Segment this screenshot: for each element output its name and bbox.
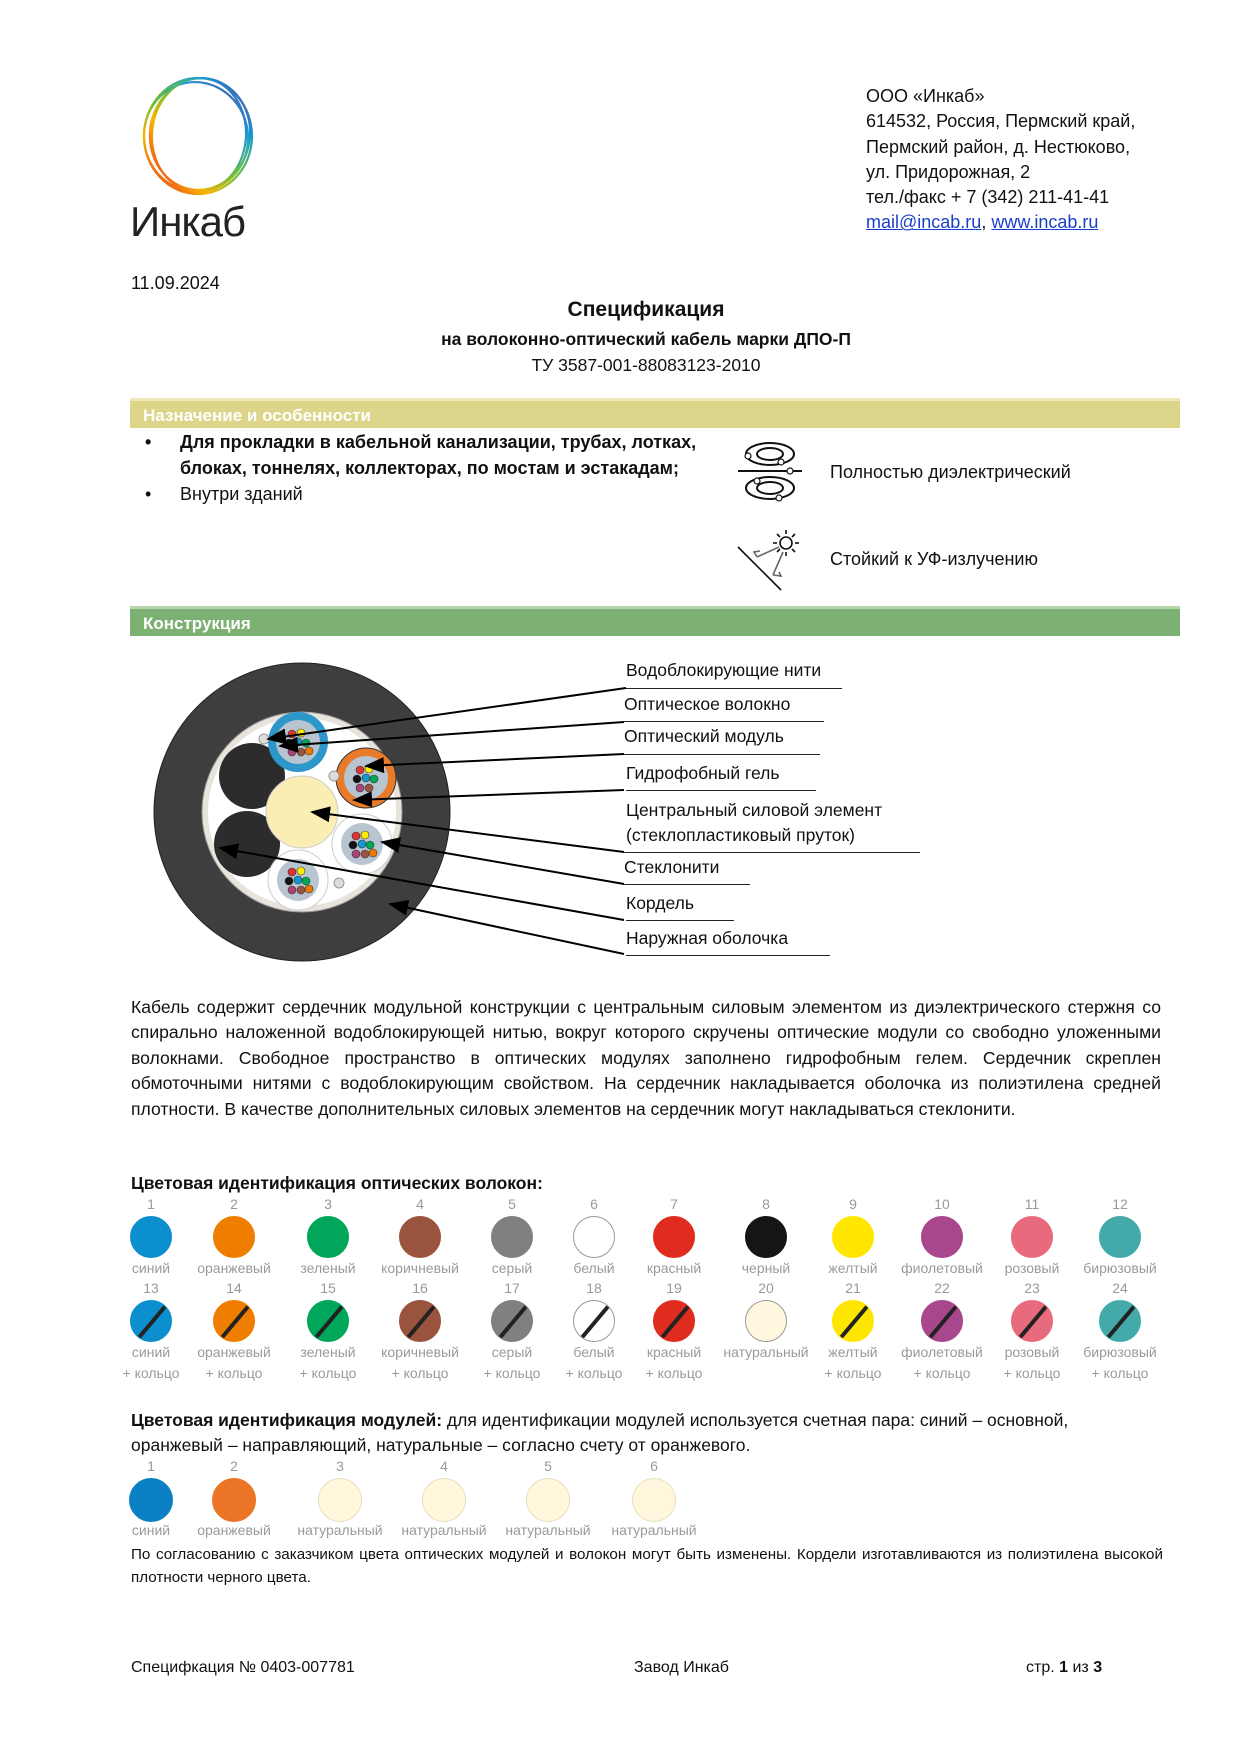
fiber-number: 12 [1112, 1196, 1128, 1212]
fiber-number: 1 [147, 1196, 155, 1212]
ring-mark-icon [134, 1302, 169, 1342]
section-header-purpose: Назначение и особенности [130, 398, 1180, 428]
bullet-glyph: • [145, 432, 152, 452]
fiber-number: 14 [226, 1280, 242, 1296]
fiber-number: 3 [324, 1196, 332, 1212]
fiber-color-swatch [307, 1216, 349, 1258]
page-of: из [1068, 1659, 1094, 1676]
phone: тел./факс + 7 (342) 211-41-41 [866, 187, 1110, 208]
module-number: 1 [147, 1458, 155, 1474]
page-current: 1 [1059, 1659, 1069, 1676]
fiber-color-swatch [213, 1300, 255, 1342]
module-colors-text [131, 1410, 1068, 1431]
fiber-ring-label: + кольцо [205, 1365, 263, 1381]
uv-resistant-icon [735, 527, 805, 592]
module-number: 6 [650, 1458, 658, 1474]
fiber-number: 15 [320, 1280, 336, 1296]
fiber-color-name: серый [491, 1344, 533, 1360]
page-total: 3 [1093, 1659, 1103, 1676]
section-header-construction: Конструкция [130, 606, 1180, 636]
fiber-color-swatch [130, 1216, 172, 1258]
company-name: ООО «Инкаб» [866, 86, 985, 106]
module-color-swatch [422, 1478, 466, 1522]
fiber-number: 11 [1024, 1196, 1040, 1212]
fiber-color-swatch [1011, 1216, 1053, 1258]
module-colors-desc: для идентификации модулей используется счетная пара: синий – основной, [442, 1410, 1069, 1430]
fiber-color-swatch [213, 1216, 255, 1258]
fiber-color-swatch [1099, 1300, 1141, 1342]
label-optical-fiber: Оптическое волокно [624, 694, 791, 714]
fiber-color-name: зеленый [300, 1344, 356, 1360]
fiber-number: 23 [1024, 1280, 1040, 1296]
website-link[interactable]: www.incab.ru [991, 212, 1099, 233]
module-color-name: натуральный [505, 1522, 591, 1538]
fiber-number: 21 [845, 1280, 861, 1296]
fiber-number: 5 [508, 1196, 516, 1212]
page-indicator [1026, 1659, 1102, 1677]
footer-plant: Завод Инкаб [634, 1659, 729, 1676]
fiber-number: 24 [1112, 1280, 1128, 1296]
company-address [866, 84, 1135, 236]
fiber-color-swatch [1099, 1216, 1141, 1258]
fiber-color-swatch [307, 1300, 349, 1342]
fiber-color-name: фиолетовый [901, 1260, 983, 1276]
fiber-color-name: синий [131, 1344, 171, 1360]
label-hydrophobic-gel: Гидрофобный гель [626, 763, 780, 783]
fiber-color-name: бирюзовый [1083, 1344, 1157, 1360]
fiber-color-name: оранжевый [197, 1260, 271, 1276]
fiber-color-swatch [745, 1300, 787, 1342]
logo-rings-icon [128, 74, 273, 199]
fiber-number: 22 [934, 1280, 950, 1296]
fiber-number: 20 [758, 1280, 774, 1296]
label-optical-module: Оптический модуль [624, 726, 784, 746]
fiber-color-swatch [832, 1300, 874, 1342]
fiber-ring-label: + кольцо [913, 1365, 971, 1381]
fiber-color-swatch [130, 1300, 172, 1342]
fiber-color-swatch [832, 1216, 874, 1258]
bullet-text: блоках, тоннелях, коллекторах, по мостам и эстакадам; [180, 458, 679, 478]
fiber-color-name: коричневый [381, 1260, 459, 1276]
fiber-color-name: синий [131, 1260, 171, 1276]
fiber-ring-label: + кольцо [122, 1365, 180, 1381]
dielectric-icon [738, 440, 804, 505]
label-central-strength-member: Центральный силовой элемент [626, 800, 883, 820]
label-glass-threads: Стеклонити [624, 857, 720, 877]
module-color-swatch [129, 1478, 173, 1522]
module-color-swatch [632, 1478, 676, 1522]
fiber-number: 2 [230, 1196, 238, 1212]
fiber-number: 13 [143, 1280, 159, 1296]
ring-mark-icon [1103, 1302, 1138, 1342]
fiber-ring-label: + кольцо [299, 1365, 357, 1381]
address-line: ул. Придорожная, 2 [866, 161, 1031, 182]
fiber-ring-label: + кольцо [565, 1365, 623, 1381]
customization-note: По согласованию с заказчиком цвета оптических модулей и волокон могут быть изменены. Кордели изготавливаются из полиэтилена высокой плотности черного цвета. [131, 1546, 1163, 1586]
fiber-color-name: розовый [1004, 1260, 1060, 1276]
module-number: 5 [544, 1458, 552, 1474]
fiber-color-swatch [745, 1216, 787, 1258]
fiber-color-name: зеленый [300, 1260, 356, 1276]
central-strength-member [266, 776, 338, 848]
fiber-color-name: фиолетовый [901, 1344, 983, 1360]
ring-mark-icon [657, 1302, 692, 1342]
module-color-name: синий [131, 1522, 171, 1538]
spec-standard: ТУ 3587-001-88083123-2010 [531, 355, 761, 375]
cable-description: Кабель содержит сердечник модульной конструкции с центральным силовым элементом из диэлектрического стержня со спирально наложенной водоблокирующей нитью, вокруг которого скручены оптические модули со свободно уложенными волокнами. Свободное пространство в оптических модулях заполнено гидрофобным гелем. Сердечник скреплен обмоточными нитями с водоблокирующим свойством. На сердечник накладывается оболочка из полиэтилена средней плотности. В качестве дополнительных силовых элементов на сердечник могут накладываться стеклонити. [131, 997, 1161, 1119]
fiber-color-name: серый [491, 1260, 533, 1276]
ring-mark-icon [1015, 1302, 1050, 1342]
page-title: Спецификация [567, 298, 725, 321]
feature-dielectric: Полностью диэлектрический [830, 462, 1071, 482]
email-link[interactable]: mail@incab.ru [866, 212, 982, 233]
separator: , [981, 212, 992, 233]
company-logo [128, 74, 273, 244]
fiber-color-swatch [399, 1216, 441, 1258]
module-color-name: натуральный [401, 1522, 487, 1538]
fiber-ring-label: + кольцо [824, 1365, 882, 1381]
bullet-glyph: • [145, 484, 152, 504]
fiber-color-name: натуральный [723, 1344, 809, 1360]
fiber-ring-label: + кольцо [391, 1365, 449, 1381]
feature-uv: Стойкий к УФ-излучению [830, 549, 1038, 569]
module-colors-heading: Цветовая идентификация модулей: [131, 1410, 443, 1430]
fiber-number: 7 [670, 1196, 678, 1212]
module-color-swatch [212, 1478, 256, 1522]
ring-mark-icon [495, 1302, 530, 1342]
module-number: 3 [336, 1458, 344, 1474]
fiber-number: 10 [934, 1196, 950, 1212]
fiber-color-swatch [921, 1216, 963, 1258]
fiber-color-swatch [399, 1300, 441, 1342]
logo-text: Инкаб [130, 198, 246, 245]
fiber-color-name: желтый [828, 1344, 878, 1360]
fiber-color-swatch [653, 1216, 695, 1258]
fiber-number: 18 [586, 1280, 602, 1296]
fiber-number: 4 [416, 1196, 424, 1212]
ring-mark-icon [217, 1302, 252, 1342]
label-cordel: Кордель [626, 893, 694, 913]
fiber-color-swatch [491, 1216, 533, 1258]
module-color-swatch [318, 1478, 362, 1522]
fiber-colors-heading: Цветовая идентификация оптических волокон: [131, 1173, 543, 1193]
fiber-color-name: белый [573, 1260, 615, 1276]
fiber-ring-label: + кольцо [1091, 1365, 1149, 1381]
module-colors-desc-2: оранжевый – направляющий, натуральные – согласно счету от оранжевого. [131, 1435, 751, 1455]
fiber-number: 6 [590, 1196, 598, 1212]
page-label: стр. [1026, 1659, 1060, 1676]
footer-spec-number: Специфкация № 0403-007781 [131, 1659, 355, 1676]
fiber-number: 16 [412, 1280, 428, 1296]
label-central-strength-member-note: (стеклопластиковый пруток) [626, 825, 855, 845]
label-water-blocking-threads: Водоблокирующие нити [626, 660, 822, 680]
fiber-color-name: красный [646, 1260, 702, 1276]
ring-mark-icon [577, 1302, 612, 1342]
fiber-number: 17 [504, 1280, 520, 1296]
fiber-ring-label: + кольцо [645, 1365, 703, 1381]
fiber-color-swatch [573, 1300, 615, 1342]
module-color-name: оранжевый [197, 1522, 271, 1538]
fiber-color-swatch [1011, 1300, 1053, 1342]
ring-mark-icon [925, 1302, 960, 1342]
fiber-color-name: черный [741, 1260, 791, 1276]
fiber-number: 9 [849, 1196, 857, 1212]
module-number: 4 [440, 1458, 448, 1474]
page-subtitle: на волоконно-оптический кабель марки ДПО-П [441, 329, 851, 349]
ring-mark-icon [836, 1302, 871, 1342]
module-color-swatch [526, 1478, 570, 1522]
fiber-ring-label: + кольцо [1003, 1365, 1061, 1381]
document-date: 11.09.2024 [131, 273, 220, 293]
fiber-color-name: красный [646, 1344, 702, 1360]
fiber-number: 8 [762, 1196, 770, 1212]
fiber-color-name: коричневый [381, 1344, 459, 1360]
bullet-text: Внутри зданий [180, 484, 303, 504]
fiber-color-name: белый [573, 1344, 615, 1360]
fiber-color-swatch [573, 1216, 615, 1258]
fiber-color-name: желтый [828, 1260, 878, 1276]
fiber-ring-label: + кольцо [483, 1365, 541, 1381]
fiber-color-swatch [921, 1300, 963, 1342]
fiber-number: 19 [666, 1280, 682, 1296]
fiber-color-name: розовый [1004, 1344, 1060, 1360]
module-number: 2 [230, 1458, 238, 1474]
address-line: 614532, Россия, Пермский край, [866, 111, 1136, 132]
ring-mark-icon [311, 1302, 346, 1342]
module-color-name: натуральный [297, 1522, 383, 1538]
fiber-color-name: оранжевый [197, 1344, 271, 1360]
label-outer-sheath: Наружная оболочка [626, 928, 789, 948]
fiber-color-name: бирюзовый [1083, 1260, 1157, 1276]
fiber-color-swatch [653, 1300, 695, 1342]
bullet-text: Для прокладки в кабельной канализации, трубах, лотках, [180, 432, 697, 452]
module-color-name: натуральный [611, 1522, 697, 1538]
fiber-color-swatch [491, 1300, 533, 1342]
ring-mark-icon [403, 1302, 438, 1342]
address-line: Пермский район, д. Нестюково, [866, 136, 1131, 157]
